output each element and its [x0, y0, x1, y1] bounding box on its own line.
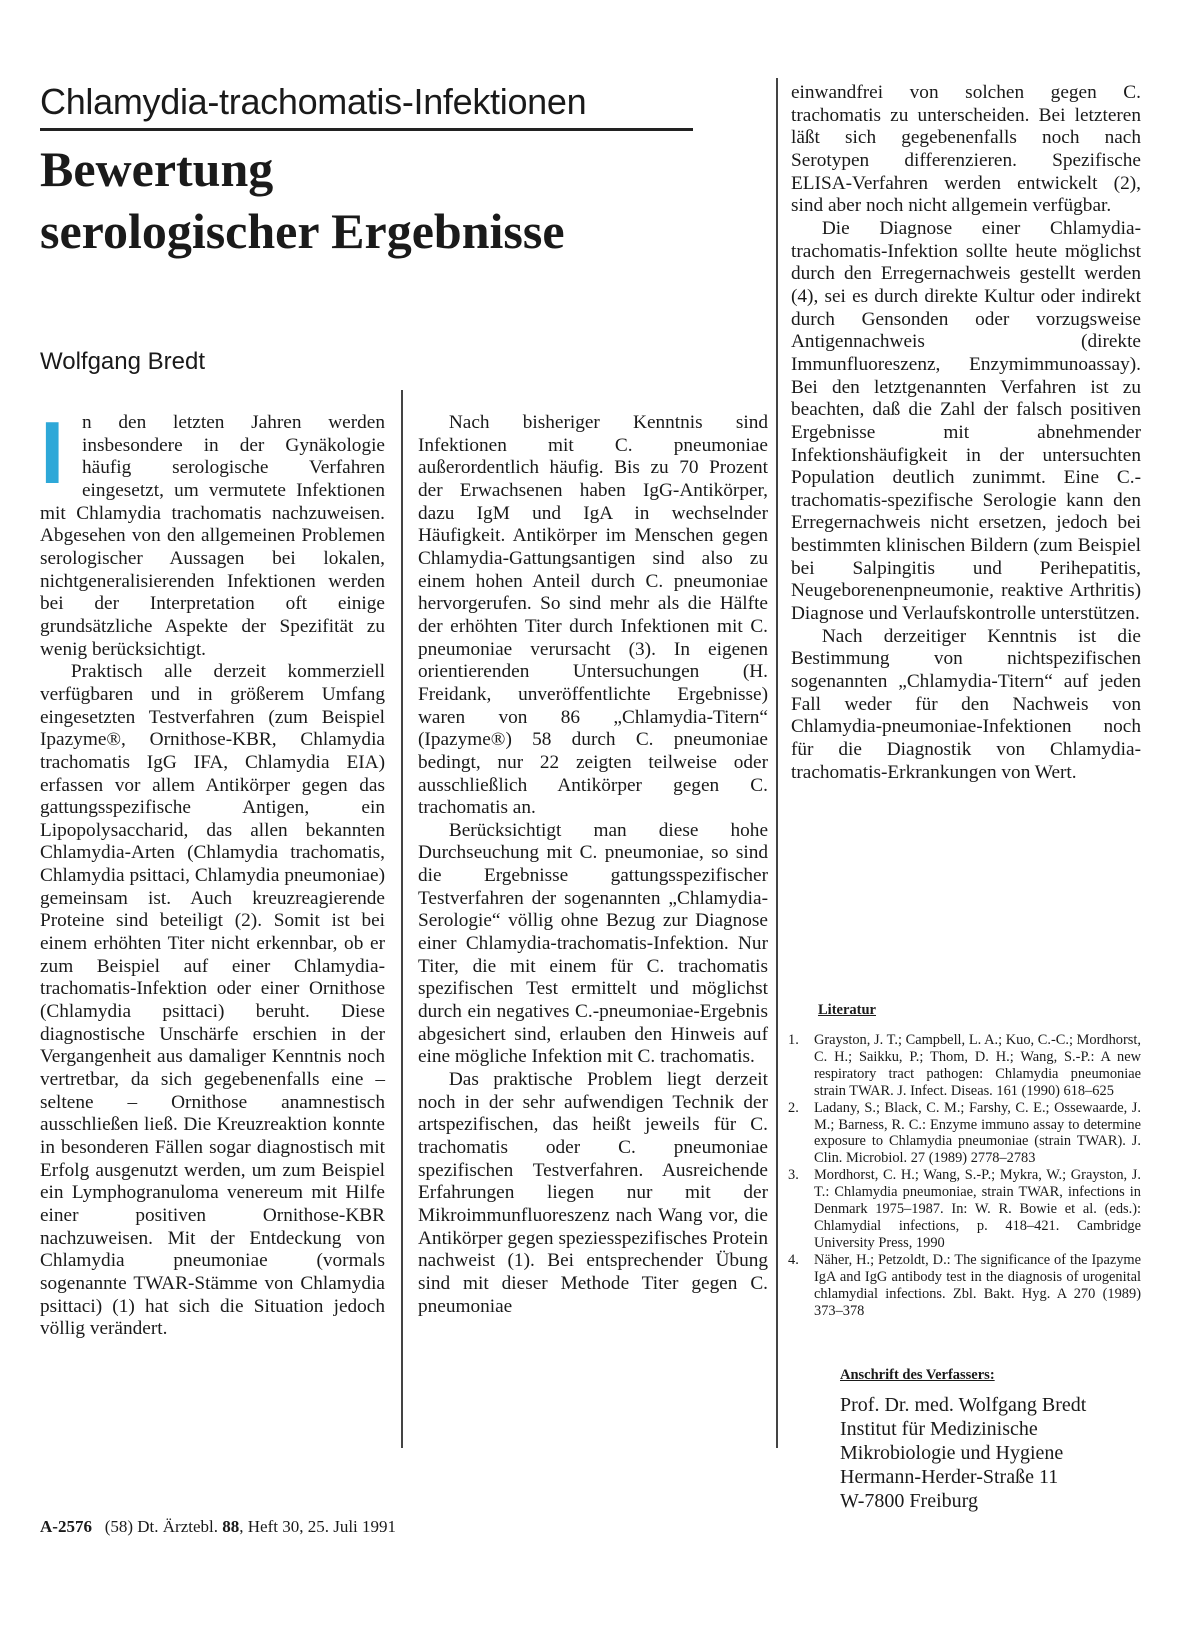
- paragraph: Die Diagnose einer Chlamydia-trachomatis-Infektion sollte heute möglichst durch den Erregernachweis gestellt werden (4), sei es durch direkte Kultur oder indirekt durch Gensonden oder vorzugsweise Antigennachweis (direkte Immunfluoreszenz, Enzymimmunoassay). Bei den letztgenannten Verfahren ist zu beachten, daß die Zahl der falsch positiven Ergebnisse mit abnehmender Infektionshäufigkeit in der untersuchten Population deutlich zunimmt. Eine C.-trachomatis-spezifische Serologie kann den Erregernachweis nicht ersetzen, jedoch bei bestimmten klinischen Bildern (zum Beispiel bei Salpingitis und Perihepatitis, Neugeborenenpneumonie, reaktive Arthritis) Diagnose und Verlaufskontrolle unterstützen.: [791, 217, 1141, 625]
- address-line: W-7800 Freiburg: [840, 1490, 978, 1512]
- paragraph: Praktisch alle derzeit kommerziell verfügbaren und in größerem Umfang eingesetzten Testverfahren (zum Beispiel Ipazyme®, Ornithose-KBR, Chlamydia trachomatis IgG IFA, Chlamydia EIA) erfassen vor allem Antikörper gegen das gattungsspezifische Antigen, ein Lipopolysaccharid, das allen bekannten Chlamydia-Arten (Chlamydia trachomatis, Chlamydia psittaci, Chlamydia pneumoniae) gemeinsam ist. Auch kreuzreagierende Proteine sind beteiligt (2). Somit ist bei einem erhöhten Titer nicht erkennbar, ob er zum Beispiel auf einer Chlamydia-trachomatis-Infektion oder einer Ornithose (Chlamydia psittaci) beruht. Diese diagnostische Unschärfe erschien in der Vergangenheit aus damaliger Kenntnis noch vertretbar, da sich gegebenenfalls eine – seltene – Ornithose anamnestisch ausschließen ließ. Die Kreuzreaktion konnte in besonderen Fällen sogar diagnostisch mit Erfolg ausgenutzt werden, um zum Beispiel ein Lymphogranuloma venereum mit Hilfe einer positiven Ornithose-KBR nachzuweisen. Mit der Entdeckung von Chlamydia pneumoniae (vormals sogenannte TWAR-Stämme von Chlamydia psittaci) (1) hat sich die Situation jedoch völlig verändert.: [40, 661, 385, 1340]
- reference-item: [788, 1032, 1141, 1100]
- literature-heading: Literatur: [818, 1002, 876, 1018]
- page-footer: [40, 1517, 396, 1537]
- reference-text: Näher, H.; Petzoldt, D.: The significance of the Ipazyme IgA and IgG antibody test in the diagnosis of urogenital chlamydial infections. Zbl. Bakt. Hyg. A 270 (1989) 373–378: [814, 1251, 1141, 1319]
- page-id: A-2576: [40, 1517, 92, 1536]
- drop-cap: I: [40, 403, 65, 502]
- paragraph: [40, 403, 385, 661]
- reference-number: 2.: [788, 1099, 799, 1116]
- address-line: Hermann-Herder-Straße 11: [840, 1466, 1059, 1488]
- reference-list: [788, 1032, 1141, 1319]
- reference-number: 1.: [788, 1032, 799, 1048]
- reference-item: [788, 1167, 1141, 1252]
- citation-suffix: , Heft 30, 25. Juli 1991: [239, 1517, 397, 1536]
- reference-text: Mordhorst, C. H.; Wang, S.-P.; Mykra, W.; Grayston, J. T.: Chlamydia pneumoniae, strain TWAR, infections in Denmark 1975–1987. In: W. R. Bowie et al. (eds.): Chlamydial infections, p. 418–421. Cambridge University Press, 1990: [814, 1167, 1141, 1251]
- paragraph: Nach bisheriger Kenntnis sind Infektionen mit C. pneumoniae außerordentlich häufig. Bis zu 70 Prozent der Erwachsenen haben IgG-Antikörper, dazu IgM und IgA in wechselnder Häufigkeit. Antikörper im Menschen gegen Chlamydia-Gattungsantigen sind also zu einem hohen Anteil durch C. pneumoniae hervorgerufen. So sind mehr als die Hälfte der erhöhten Titer durch Infektionen mit C. pneumoniae verursacht (3). In eigenen orientierenden Untersuchungen (H. Freidank, unveröffentlichte Ergebnisse) waren von 86 „Chlamydia-Titern“ (Ipazyme®) 58 durch C. pneumoniae bedingt, nur 22 zeigten teilweise oder ausschließlich Antikörper gegen C. trachomatis an.: [418, 412, 768, 819]
- title-line-2: serologischer Ergebnisse: [40, 203, 565, 259]
- article-title: [40, 138, 740, 262]
- reference-item: [788, 1100, 1141, 1168]
- body-column-3: [791, 82, 1141, 784]
- address-line: Institut für Medizinische: [840, 1418, 1038, 1440]
- paragraph: Nach derzeitiger Kenntnis ist die Bestimmung von nichtspezifischen sogenannten „Chlamydia-Titern“ auf jeden Fall weder für den Nachweis von Chlamydia-pneumoniae-Infektionen noch für die Diagnostik von Chlamydia-trachomatis-Erkrankungen von Wert.: [791, 625, 1141, 783]
- column-rule-2: [776, 78, 778, 1448]
- reference-item: [788, 1252, 1141, 1320]
- kicker-heading: Chlamydia-trachomatis-Infektionen: [40, 81, 587, 122]
- paragraph: Das praktische Problem liegt derzeit noch in der sehr aufwendigen Technik der artspezifischen, das heißt jeweils für C. trachomatis oder C. pneumoniae spezifischen Testverfahren. Ausreichende Erfahrungen liegen nur mit der Mikroimmunfluoreszenz nach Wang vor, die Antikörper gegen speziesspezifisches Protein nachweist (1). Bei entsprechender Übung sind mit dieser Methode Titer gegen C. pneumoniae: [418, 1069, 768, 1317]
- reference-number: 3.: [788, 1167, 799, 1184]
- address-heading: Anschrift des Verfassers:: [840, 1367, 995, 1383]
- citation-prefix: (58) Dt. Ärztebl.: [104, 1517, 219, 1536]
- address-line: Mikrobiologie und Hygiene: [840, 1442, 1064, 1464]
- reference-text: Ladany, S.; Black, C. M.; Farshy, C. E.; Ossewaarde, J. M.; Barness, R. C.: Enzyme immuno assay to determine exposure to Chlamydia pneumoniae (strain TWAR). J. Clin. Microbiol. 27 (1989) 2778–2783: [814, 1099, 1141, 1167]
- reference-number: 4.: [788, 1251, 799, 1268]
- paragraph-text: n den letzten Jahren werden insbesondere in der Gynäkologie häufig serologische Verfahren eingesetzt, um vermutete Infektionen mit Chlamydia trachomatis nachzuweisen. Abgesehen von den allgemeinen Problemen serologischer Aussagen bei lokalen, nichtgeneralisierenden Infektionen werden bei der Interpretation oft einige grundsätzliche Aspekte der Spezifität zu wenig berücksichtigt.: [40, 412, 385, 660]
- paragraph: einwandfrei von solchen gegen C. trachomatis zu unterscheiden. Bei letzteren läßt sich gegebenenfalls noch nach Serotypen differenzieren. Spezifische ELISA-Verfahren werden entwickelt (2), sind aber noch nicht allgemein verfügbar.: [791, 82, 1141, 217]
- kicker-rule: [40, 128, 693, 131]
- body-column-1: [40, 403, 385, 1341]
- paragraph: Berücksichtigt man diese hohe Durchseuchung mit C. pneumoniae, so sind die Ergebnisse gattungsspezifischer Testverfahren der sogenannten „Chlamydia-Serologie“ völlig ohne Bezug zur Diagnose einer Chlamydia-trachomatis-Infektion. Nur Titer, die mit einem für C. trachomatis spezifischen Test ermittelt und möglichst durch ein negatives C.-pneumoniae-Ergebnis abgesichert sind, erlauben den Hinweis auf eine mögliche Infektion mit C. trachomatis.: [418, 819, 768, 1068]
- column-rule-1: [401, 390, 403, 1448]
- address-line: Prof. Dr. med. Wolfgang Bredt: [840, 1394, 1087, 1416]
- reference-text: Grayston, J. T.; Campbell, L. A.; Kuo, C.-C.; Mordhorst, C. H.; Saikku, P.; Thom, D. H.; Wang, S.-P.: A new respiratory tract pathogen: Chlamydia pneumoniae strain TWAR. J. Infect. Diseas. 161 (1990) 618–625: [814, 1032, 1141, 1099]
- title-line-1: Bewertung: [40, 141, 274, 197]
- body-column-2: [418, 412, 768, 1318]
- author-name: Wolfgang Bredt: [40, 348, 205, 375]
- author-address: [840, 1393, 1086, 1513]
- volume-number: 88: [222, 1517, 240, 1536]
